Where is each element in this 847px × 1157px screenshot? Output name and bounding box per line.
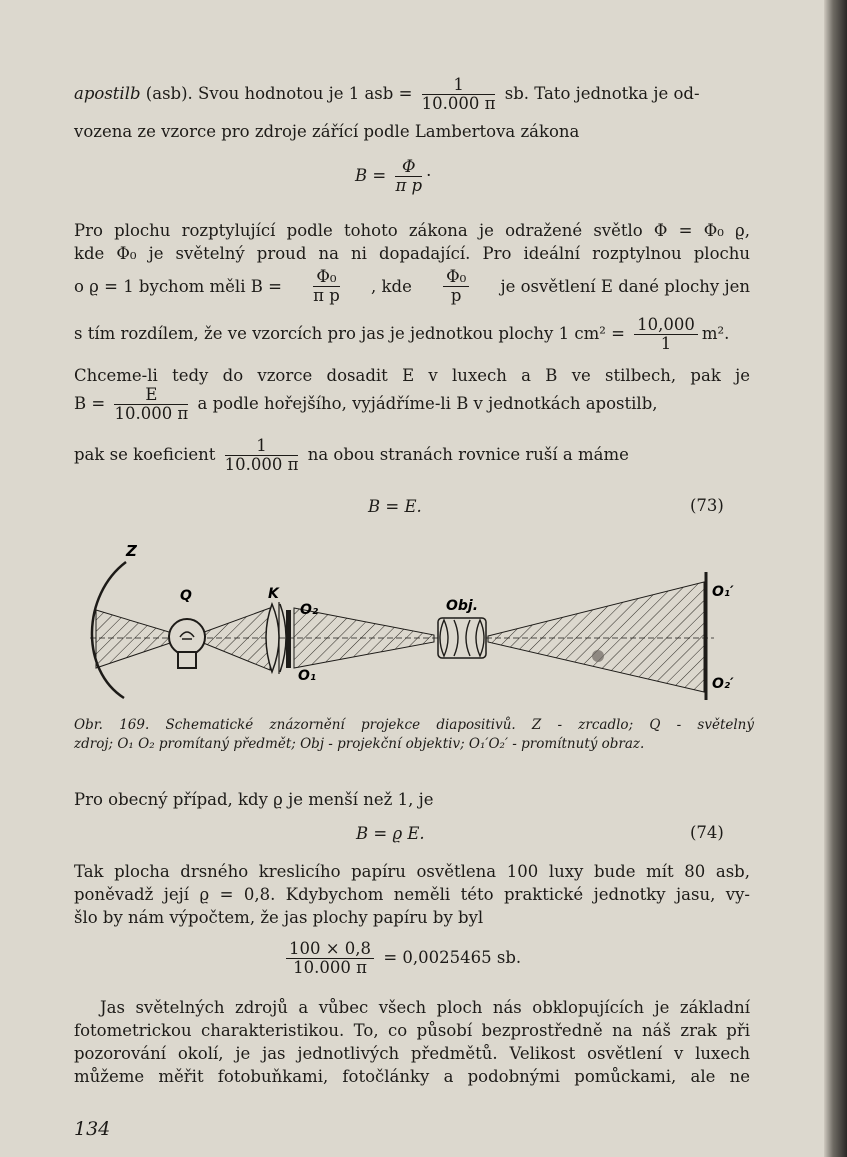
- label-o1: O₁: [298, 668, 317, 684]
- fraction-phi0-over-pi-p: [313, 268, 340, 305]
- book-spine-shadow: [824, 0, 847, 1157]
- denominator: 1: [660, 334, 672, 353]
- text-line-8: [74, 386, 658, 423]
- label-o1-prime: O₁′: [712, 584, 734, 600]
- text: pak se koeficient: [74, 445, 216, 464]
- beam-objective-screen: [488, 582, 704, 692]
- label-obj: Obj.: [446, 598, 479, 614]
- lhs: B =: [355, 166, 387, 185]
- numerator: Φ₀: [443, 268, 469, 287]
- equation-paper-luminance: [282, 940, 521, 977]
- text: a podle hořejšího, vyjádříme-li B v jednotkách apostilb,: [197, 394, 658, 413]
- denominator: 10.000 π: [293, 958, 367, 977]
- text-line-2: vozena ze vzorce pro zdroje zářící podle Lambertova zákona: [74, 122, 580, 141]
- label-q: Q: [180, 588, 192, 604]
- denominator: 10.000 π: [114, 404, 189, 423]
- page-number: 134: [74, 1118, 111, 1140]
- numerator: 100 × 0,8: [286, 940, 374, 959]
- numerator: 10,000: [634, 316, 698, 335]
- text: (asb). Svou hodnotou je 1 asb =: [140, 84, 413, 103]
- rhs: = 0,0025465 sb.: [383, 948, 522, 967]
- numerator: E: [114, 386, 188, 405]
- text: m².: [701, 324, 730, 343]
- text: B =: [74, 394, 106, 413]
- text-line-7: Chceme-li tedy do vzorce dosadit E v luxech a B ve stilbech, pak je: [74, 366, 750, 385]
- text: sb. Tato jednotka je od-: [499, 84, 700, 103]
- text-line-9: [74, 437, 629, 474]
- paragraph-3-line-2: fotometrickou charakteristikou. To, co působí bezprostředně na náš zrak při: [74, 1021, 750, 1040]
- text-line-1: [74, 76, 700, 113]
- fraction-phi-over-pi-p: [395, 158, 422, 195]
- fraction-phi0-over-p: [443, 268, 469, 305]
- fraction-E-over-10000pi: [114, 386, 188, 423]
- lamp-base: [178, 652, 196, 668]
- paragraph-3-line-3: pozorování okolí, je jas jednotlivých předmětů. Velikost osvětlení v luxech: [74, 1044, 750, 1063]
- slide-object: [286, 610, 291, 668]
- figure-projection-diagram: [74, 540, 754, 710]
- caption-line-2: zdroj; O₁ O₂ promítaný předmět; Obj - projekční objektiv; O₁′O₂′ - promítnutý obraz.: [74, 736, 645, 752]
- fraction-10000-over-1: [634, 316, 698, 353]
- text: na obou stranách rovnice ruší a máme: [307, 445, 629, 464]
- equation-number-74: (74): [690, 823, 724, 842]
- equation-lambert: [355, 158, 431, 195]
- text-line-4: kde Φ₀ je světelný proud na ni dopadající. Pro ideální rozptylnou plochu: [74, 244, 750, 263]
- text-line-5: [74, 268, 750, 305]
- equation-73: B = E.: [368, 497, 422, 516]
- term-apostilb: apostilb: [74, 84, 141, 103]
- paragraph-3-line-1: Jas světelných zdrojů a vůbec všech ploch nás obklopujících je základní: [100, 998, 750, 1017]
- equation-number-73: (73): [690, 496, 724, 515]
- beam-mirror-source: [96, 610, 179, 668]
- text: s tím rozdílem, že ve vzorcích pro jas je jednotkou plochy 1 cm² =: [74, 324, 625, 343]
- label-k: K: [268, 586, 279, 602]
- equation-74: B = ϱ E.: [356, 824, 425, 843]
- paragraph-2-line-1: Tak plocha drsného kreslicího papíru osvětlena 100 luxy bude mít 80 asb,: [74, 862, 750, 881]
- fraction-100x08-over-10000pi: [286, 940, 374, 977]
- denominator: 10.000 π: [224, 455, 299, 474]
- beam-source-condenser: [196, 608, 270, 670]
- numerator: 1: [422, 76, 496, 95]
- text: je osvětlení E dané plochy jen: [500, 277, 750, 296]
- text: , kde: [371, 277, 412, 296]
- denominator: p: [450, 286, 462, 305]
- numerator: 1: [225, 437, 299, 456]
- denominator: 10.000 π: [421, 94, 496, 113]
- paragraph-2-line-3: šlo by nám výpočtem, že jas plochy papíru by byl: [74, 908, 484, 927]
- numerator: Φ₀: [313, 268, 340, 287]
- paragraph-2-line-2: poněvadž její ϱ = 0,8. Kdybychom neměli této praktické jednotky jasu, vy-: [74, 885, 750, 904]
- fraction-1-over-10000pi: [422, 76, 496, 113]
- caption-line-1: Obr. 169. Schematické znázornění projekce diapositivů. Z - zrcadlo; Q - světelný: [74, 717, 754, 733]
- text-line-10: Pro obecný případ, kdy ϱ je menší než 1, je: [74, 790, 434, 809]
- label-o2: O₂: [300, 602, 319, 618]
- figure-caption: [74, 716, 754, 754]
- label-o2-prime: O₂′: [712, 676, 734, 692]
- paragraph-3-line-4: můžeme měřit fotobuňkami, fotočlánky a podobnými pomůckami, ale ne: [74, 1067, 750, 1086]
- lamp-bulb: [169, 619, 205, 655]
- text-line-6: [74, 316, 729, 353]
- label-z: Z: [126, 542, 137, 560]
- denominator: π p: [313, 286, 340, 305]
- dot: ·: [426, 166, 432, 185]
- fraction-1-over-10000pi-b: [225, 437, 299, 474]
- text-line-3: Pro plochu rozptylující podle tohoto zákona je odražené světlo Φ = Φ₀ ϱ,: [74, 221, 750, 240]
- text: o ϱ = 1 bychom měli B =: [74, 277, 282, 296]
- denominator: π p: [395, 176, 423, 195]
- numerator: Φ: [395, 158, 422, 177]
